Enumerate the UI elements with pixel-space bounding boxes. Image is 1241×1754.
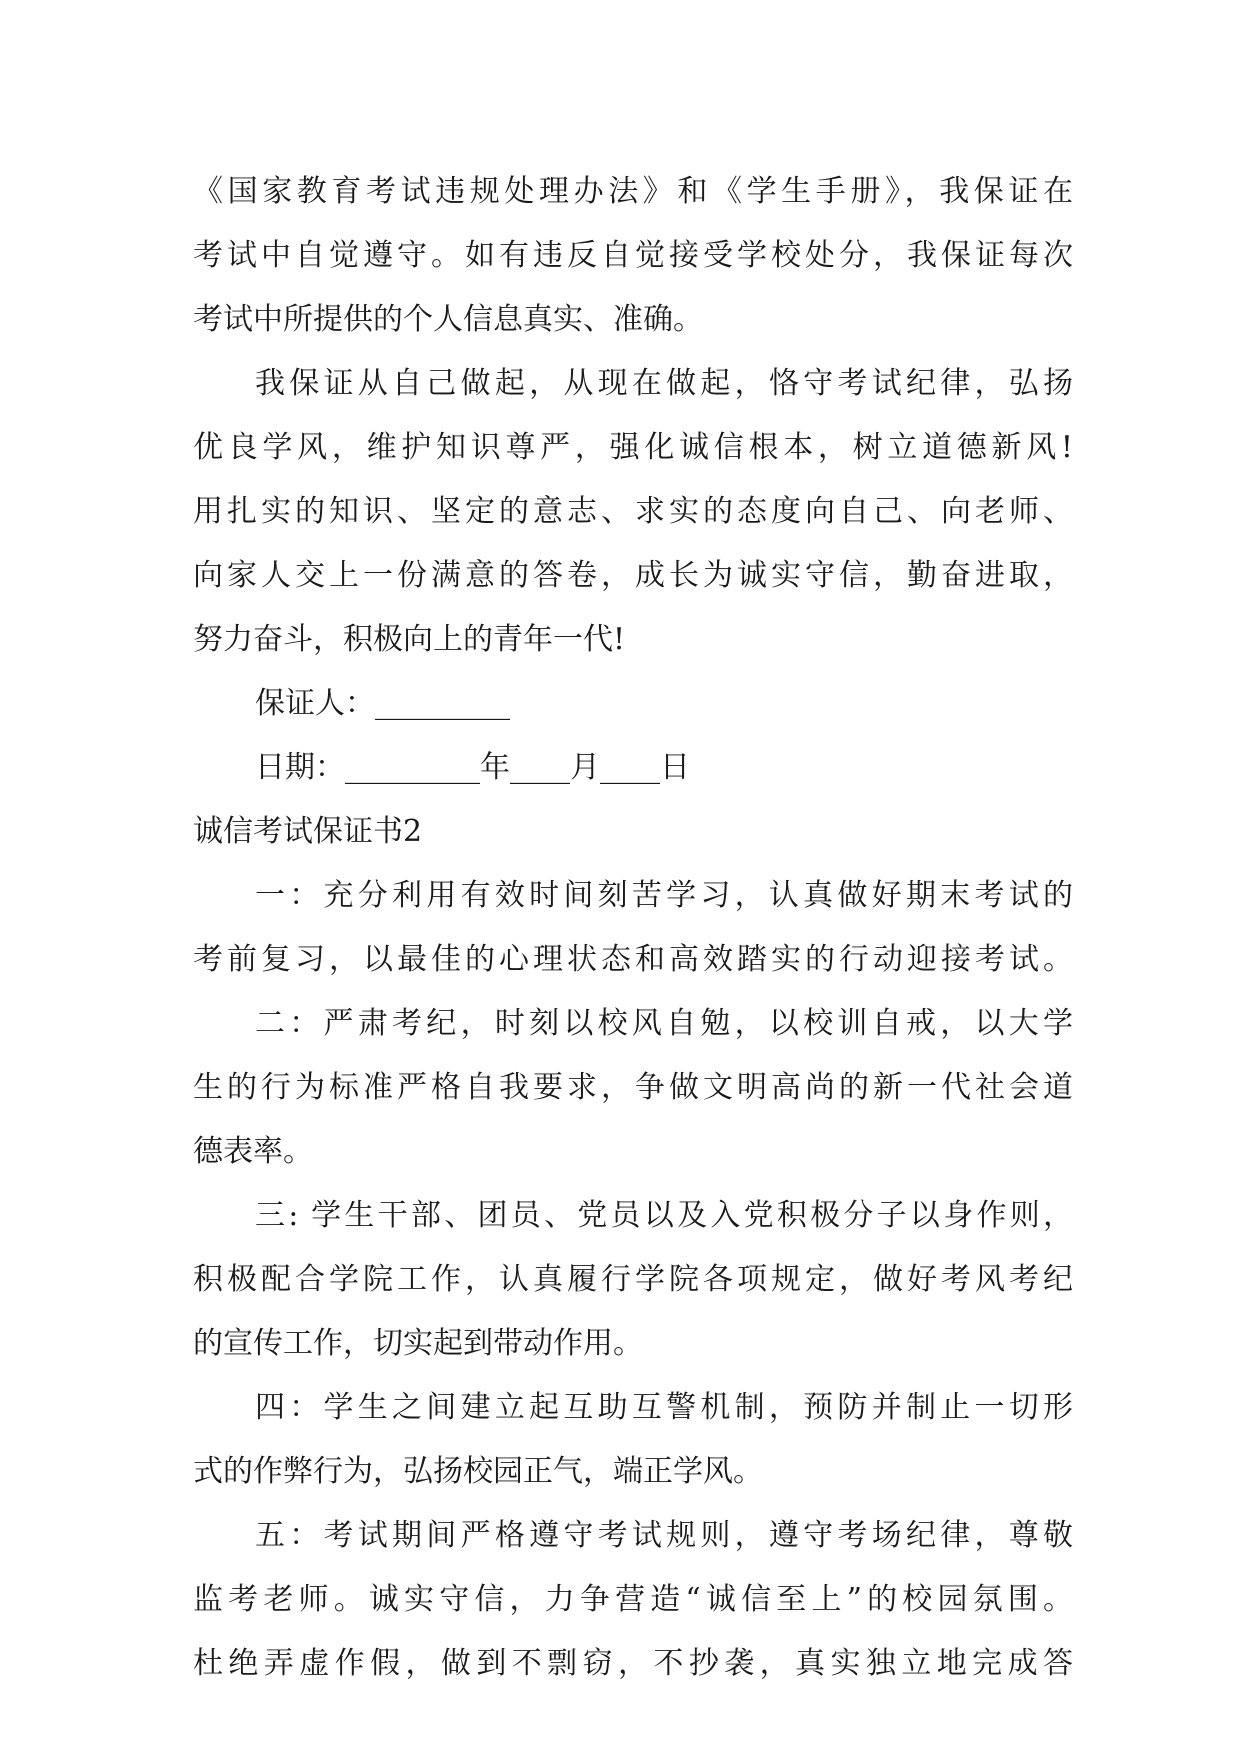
section-heading: 诚信考试保证书2 xyxy=(193,814,423,849)
paragraph-line: 生的行为标准严格自我要求，争做文明高尚的新一代社会道 xyxy=(193,1070,1073,1105)
paragraph-line: 《国家教育考试违规处理办法》和《学生手册》，我保证在 xyxy=(193,174,1073,209)
paragraph-line: 式的作弊行为，弘扬校园正气，端正学风。 xyxy=(193,1454,763,1489)
paragraph-line: 德表率。 xyxy=(193,1134,313,1169)
paragraph-line: 一：充分利用有效时间刻苦学习，认真做好期末考试的 xyxy=(255,878,1073,913)
paragraph-line: 五：考试期间严格遵守考试规则，遵守考场纪律，尊敬 xyxy=(255,1518,1073,1553)
paragraph-line: 向家人交上一份满意的答卷，成长为诚实守信，勤奋进取， xyxy=(193,558,1073,593)
document-body xyxy=(193,160,1073,1696)
paragraph-line: 我保证从自己做起，从现在做起，恪守考试纪律，弘扬 xyxy=(255,366,1073,401)
guarantor-signature-line: 保证人：_________ xyxy=(255,686,510,721)
paragraph-line: 三: 学生干部、团员、党员以及入党积极分子以身作则， xyxy=(255,1198,1073,1233)
date-line: 日期：_________年____月____日 xyxy=(255,750,690,785)
paragraph-line: 用扎实的知识、坚定的意志、求实的态度向自己、向老师、 xyxy=(193,494,1073,529)
paragraph-line: 的宣传工作，切实起到带动作用。 xyxy=(193,1326,643,1361)
paragraph-line: 考试中所提供的个人信息真实、准确。 xyxy=(193,302,703,337)
paragraph-line: 杜绝弄虚作假，做到不剽窃，不抄袭，真实独立地完成答 xyxy=(193,1646,1073,1681)
paragraph-line: 积极配合学院工作，认真履行学院各项规定，做好考风考纪 xyxy=(193,1262,1073,1297)
paragraph-line: 考试中自觉遵守。如有违反自觉接受学校处分，我保证每次 xyxy=(193,238,1073,273)
paragraph-line: 考前复习，以最佳的心理状态和高效踏实的行动迎接考试。 xyxy=(193,942,1073,977)
paragraph-line: 监考老师。诚实守信，力争营造“诚信至上”的校园氛围。 xyxy=(193,1582,1073,1617)
paragraph-line: 二：严肃考纪，时刻以校风自勉，以校训自戒，以大学 xyxy=(255,1006,1073,1041)
paragraph-line: 努力奋斗，积极向上的青年一代! xyxy=(193,622,626,657)
paragraph-line: 四：学生之间建立起互助互警机制，预防并制止一切形 xyxy=(255,1390,1073,1425)
paragraph-line: 优良学风，维护知识尊严，强化诚信根本，树立道德新风! xyxy=(193,430,1073,465)
